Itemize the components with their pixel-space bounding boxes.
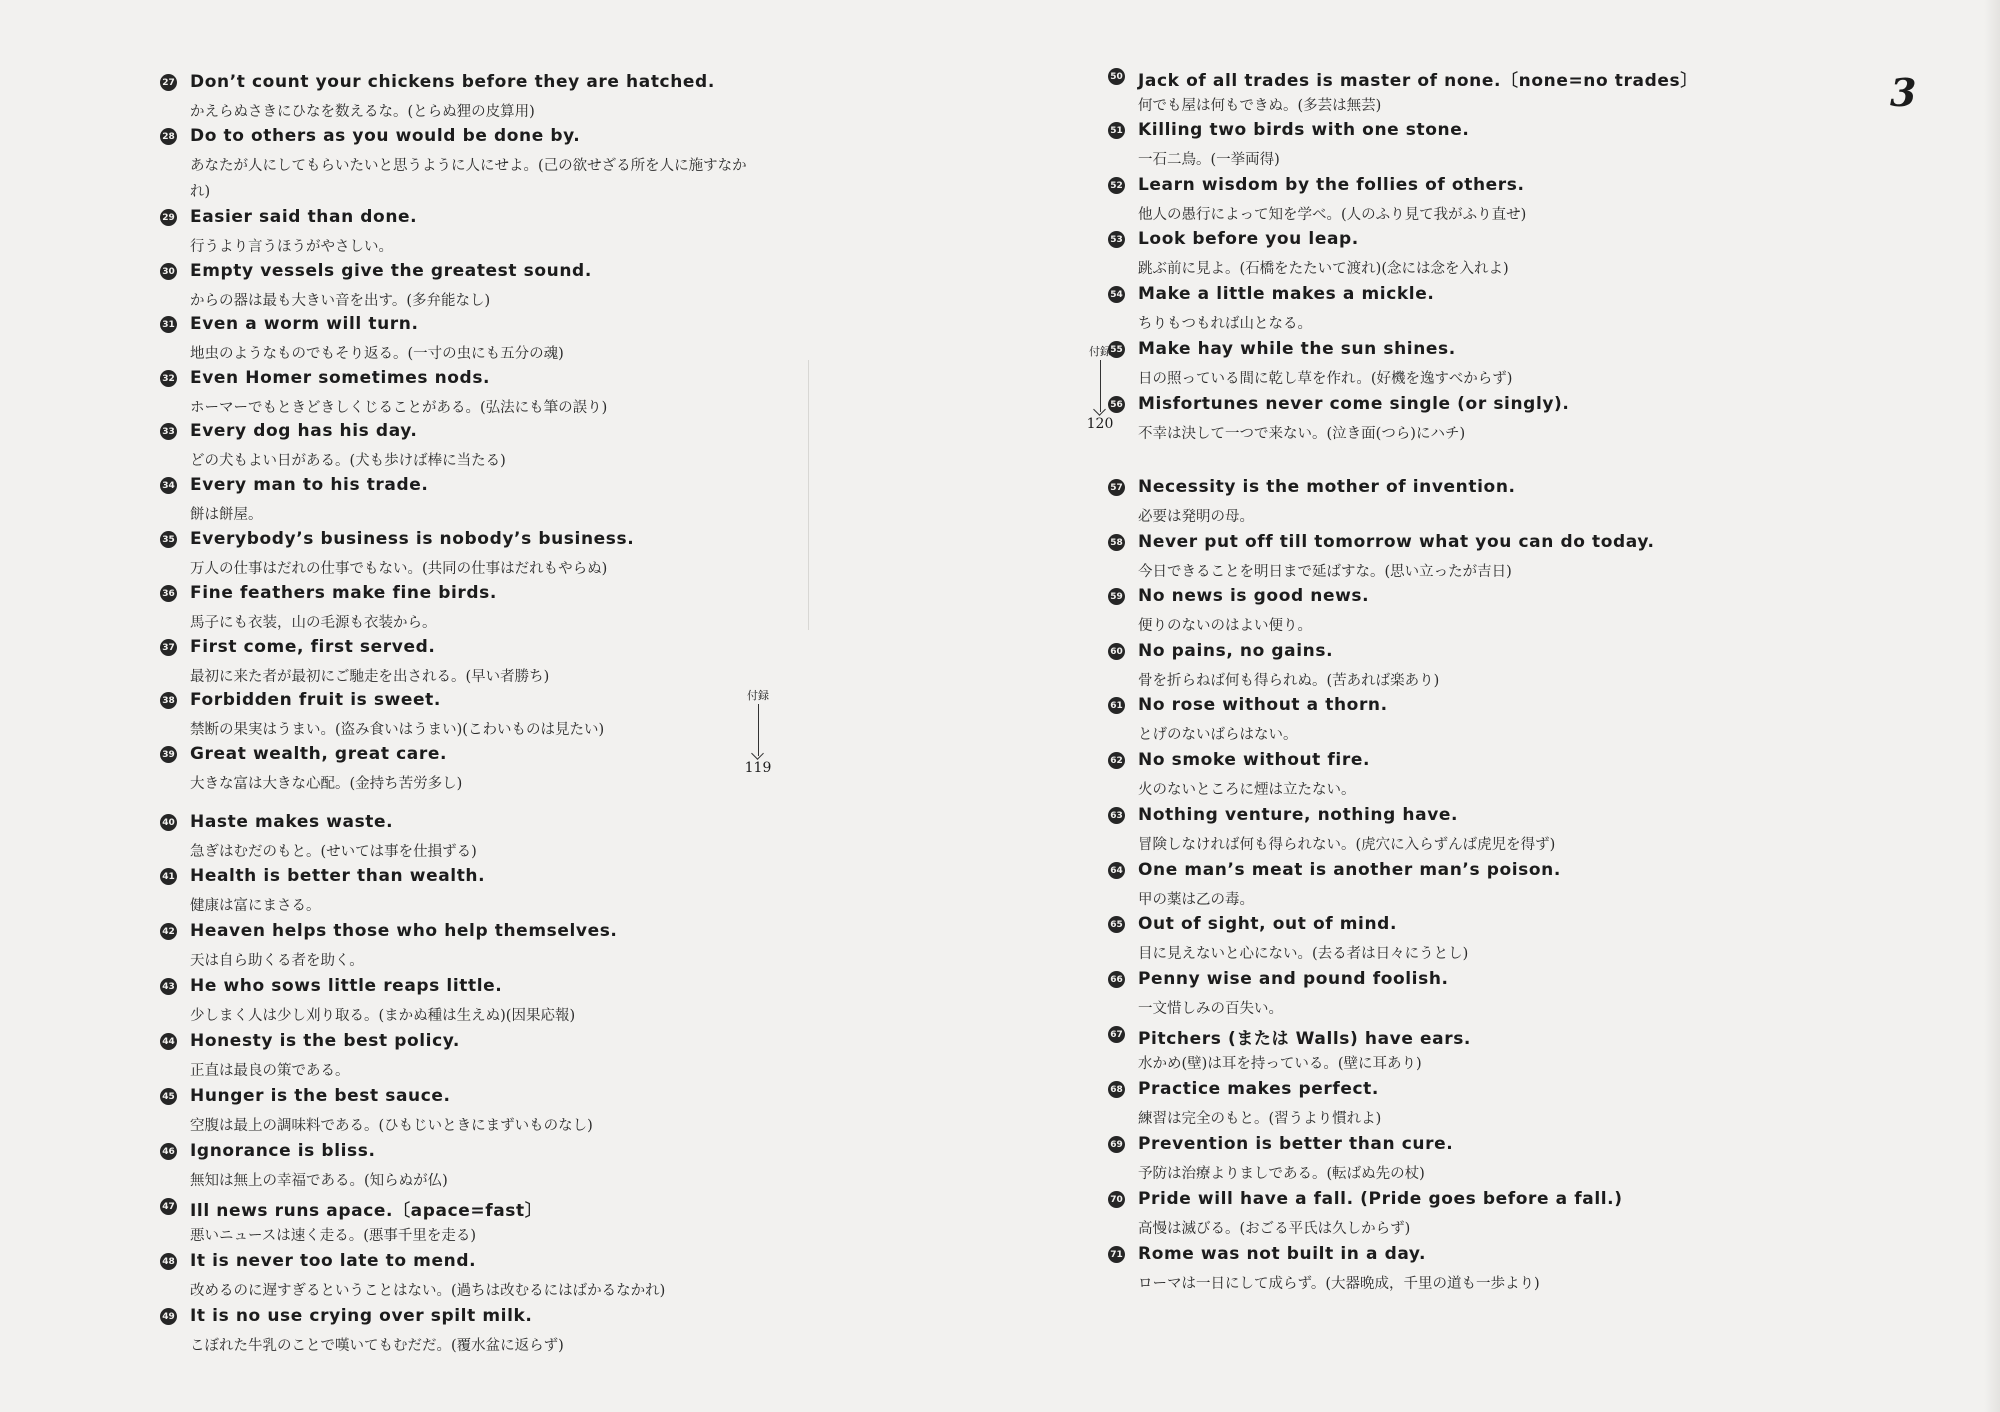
japanese-translation: 便りのないのはよい便り。 (1138, 618, 1312, 634)
entry-number-badge: 49 (160, 1308, 177, 1325)
japanese-translation: 行うより言うほうがやさしい。 (190, 239, 393, 255)
english-proverb: Learn wisdom by the follies of others. (1138, 175, 1525, 195)
english-proverb: Do to others as you would be done by. (190, 126, 581, 146)
english-proverb: Make hay while the sun shines. (1138, 339, 1456, 359)
english-proverb: Fine feathers make fine birds. (190, 583, 497, 603)
japanese-translation: 高慢は滅びる。(おごる平氏は久しからず) (1138, 1221, 1411, 1237)
entry-number-badge: 62 (1108, 752, 1125, 769)
english-proverb: Rome was not built in a day. (1138, 1244, 1427, 1264)
english-proverb: No smoke without fire. (1138, 750, 1371, 770)
page-edge-shadow (1984, 0, 2000, 1412)
japanese-translation: 練習は完全のもと。(習うより慣れよ) (1138, 1111, 1382, 1127)
japanese-translation: 餅は餅屋。 (190, 507, 263, 523)
english-proverb: Every dog has his day. (190, 421, 418, 441)
entry-number-badge: 36 (160, 585, 177, 602)
english-proverb: Jack of all trades is master of none.〔none=no trades〕 (1138, 71, 1698, 91)
marker-page-number: 120 (1086, 416, 1114, 432)
entry-number-badge: 67 (1108, 1026, 1125, 1043)
entry-number-badge: 34 (160, 477, 177, 494)
entry-number-badge: 42 (160, 923, 177, 940)
japanese-translation: どの犬もよい日がある。(犬も歩けば棒に当たる) (190, 453, 506, 469)
english-proverb: Pride will have a fall. (Pride goes before a fall.) (1138, 1189, 1623, 1209)
entry-number-badge: 58 (1108, 534, 1125, 551)
japanese-translation: ローマは一日にして成らず。(大器晩成，千里の道も一歩より) (1138, 1276, 1540, 1292)
japanese-translation: 日の照っている間に乾し草を作れ。(好機を逸すべからず) (1138, 371, 1513, 387)
japanese-translation: 必要は発明の母。 (1138, 509, 1254, 525)
down-arrow-icon (758, 704, 759, 756)
entry-number-badge: 50 (1108, 68, 1125, 85)
japanese-translation: 最初に来た者が最初にご馳走を出される。(早い者勝ち) (190, 669, 550, 685)
japanese-translation: 一石二鳥。(一挙両得) (1138, 152, 1280, 168)
japanese-translation: 予防は治療よりましである。(転ばぬ先の杖) (1138, 1166, 1425, 1182)
entry-number-badge: 71 (1108, 1246, 1125, 1263)
entry-number-badge: 35 (160, 531, 177, 548)
japanese-translation: 空腹は最上の調味料である。(ひもじいときにまずいものなし) (190, 1118, 593, 1134)
entry-number-badge: 29 (160, 209, 177, 226)
english-proverb: Don’t count your chickens before they are hatched. (190, 72, 715, 92)
english-proverb: Prevention is better than cure. (1138, 1134, 1454, 1154)
japanese-translation: 目に見えないと心にない。(去る者は日々にうとし) (1138, 946, 1469, 962)
english-proverb: Everybody’s business is nobody’s business. (190, 529, 635, 549)
english-proverb: Health is better than wealth. (190, 866, 486, 886)
japanese-translation: 無知は無上の幸福である。(知らぬが仏) (190, 1173, 448, 1189)
gutter-line (808, 360, 809, 630)
japanese-translation: あなたが人にしてもらいたいと思うように人にせよ。(己の欲せざる所を人に施すなかれ) (190, 158, 747, 200)
entry-number-badge: 63 (1108, 807, 1125, 824)
japanese-translation: 天は自ら助くる者を助く。 (190, 953, 364, 969)
english-proverb: Pitchers (または Walls) have ears. (1138, 1029, 1471, 1049)
japanese-translation: 何でも屋は何もできぬ。(多芸は無芸) (1138, 98, 1382, 114)
english-proverb: No news is good news. (1138, 586, 1370, 606)
english-proverb: Even Homer sometimes nods. (190, 368, 491, 388)
entry-number-badge: 48 (160, 1253, 177, 1270)
entry-number-badge: 45 (160, 1088, 177, 1105)
entry-number-badge: 55 (1108, 341, 1125, 358)
japanese-translation: 骨を折らねば何も得られぬ。(苦あれば楽あり) (1138, 673, 1440, 689)
english-proverb: Hunger is the best sauce. (190, 1086, 451, 1106)
english-proverb: Haste makes waste. (190, 812, 394, 832)
entry-number-badge: 64 (1108, 862, 1125, 879)
japanese-translation: 万人の仕事はだれの仕事でもない。(共同の仕事はだれもやらぬ) (190, 561, 608, 577)
entry-number-badge: 40 (160, 814, 177, 831)
japanese-translation: 健康は富にまさる。 (190, 898, 321, 914)
entry-number-badge: 38 (160, 692, 177, 709)
down-arrow-icon (1100, 360, 1101, 412)
entry-number-badge: 66 (1108, 971, 1125, 988)
entry-number-badge: 27 (160, 74, 177, 91)
entry-number-badge: 43 (160, 978, 177, 995)
english-proverb: Necessity is the mother of invention. (1138, 477, 1516, 497)
entry-number-badge: 37 (160, 639, 177, 656)
english-proverb: No pains, no gains. (1138, 641, 1334, 661)
english-proverb: Forbidden fruit is sweet. (190, 690, 441, 710)
entry-number-badge: 69 (1108, 1136, 1125, 1153)
entry-number-badge: 59 (1108, 588, 1125, 605)
english-proverb: It is no use crying over spilt milk. (190, 1306, 533, 1326)
marker-label: 付録 (1089, 345, 1111, 358)
english-proverb: He who sows little reaps little. (190, 976, 503, 996)
english-proverb: Great wealth, great care. (190, 744, 448, 764)
english-proverb: Never put off till tomorrow what you can do today. (1138, 532, 1655, 552)
english-proverb: Make a little makes a mickle. (1138, 284, 1435, 304)
entry-number-badge: 41 (160, 868, 177, 885)
japanese-translation: 禁断の果実はうまい。(盗み食いはうまい)(こわいものは見たい) (190, 722, 605, 738)
english-proverb: One man’s meat is another man’s poison. (1138, 860, 1561, 880)
english-proverb: First come, first served. (190, 637, 436, 657)
entry-number-badge: 33 (160, 423, 177, 440)
english-proverb: Nothing venture, nothing have. (1138, 805, 1459, 825)
marker-label: 付録 (747, 689, 769, 702)
entry-number-badge: 39 (160, 746, 177, 763)
entry-number-badge: 51 (1108, 122, 1125, 139)
entry-number-badge: 70 (1108, 1191, 1125, 1208)
entry-number-badge: 28 (160, 128, 177, 145)
entry-number-badge: 68 (1108, 1081, 1125, 1098)
entry-number-badge: 31 (160, 316, 177, 333)
japanese-translation: 一文惜しみの百失い。 (1138, 1001, 1283, 1017)
japanese-translation: かえらぬさきにひなを数えるな。(とらぬ狸の皮算用) (190, 104, 535, 120)
entry-number-badge: 56 (1108, 396, 1125, 413)
japanese-translation: こぼれた牛乳のことで嘆いてもむだだ。(覆水盆に返らず) (190, 1338, 564, 1354)
japanese-translation: 他人の愚行によって知を学べ。(人のふり見て我がふり直せ) (1138, 207, 1527, 223)
japanese-translation: からの器は最も大きい音を出す。(多弁能なし) (190, 293, 491, 309)
english-proverb: Ill news runs apace.〔apace=fast〕 (190, 1201, 543, 1221)
right-page (1000, 0, 2000, 1412)
japanese-translation: 悪いニュースは速く走る。(悪事千里を走る) (190, 1228, 477, 1244)
japanese-translation: とげのないばらはない。 (1138, 727, 1298, 743)
japanese-translation: 大きな富は大きな心配。(金持ち苦労多し) (190, 776, 463, 792)
japanese-translation: 正直は最良の策である。 (190, 1063, 350, 1079)
english-proverb: Even a worm will turn. (190, 314, 419, 334)
japanese-translation: ちりもつもれば山となる。 (1138, 316, 1312, 332)
left-appendix-marker (738, 690, 778, 776)
marker-page-number: 119 (744, 760, 772, 776)
japanese-translation: 不幸は決して一つで来ない。(泣き面(つら)にハチ) (1138, 426, 1466, 442)
english-proverb: Penny wise and pound foolish. (1138, 969, 1449, 989)
japanese-translation: 改めるのに遅すぎるということはない。(過ちは改むるにはばかるなかれ) (190, 1283, 666, 1299)
english-proverb: Empty vessels give the greatest sound. (190, 261, 592, 281)
japanese-translation: 冒険しなければ何も得られない。(虎穴に入らずんば虎児を得ず) (1138, 837, 1556, 853)
entry-number-badge: 65 (1108, 916, 1125, 933)
english-proverb: Killing two birds with one stone. (1138, 120, 1470, 140)
entry-number-badge: 32 (160, 370, 177, 387)
english-proverb: Honesty is the best policy. (190, 1031, 460, 1051)
english-proverb: Ignorance is bliss. (190, 1141, 376, 1161)
right-appendix-marker (1080, 346, 1120, 432)
japanese-translation: ホーマーでもときどきしくじることがある。(弘法にも筆の誤り) (190, 400, 608, 416)
entry-number-badge: 61 (1108, 697, 1125, 714)
entry-number-badge: 57 (1108, 479, 1125, 496)
japanese-translation: 馬子にも衣装，山の毛源も衣装から。 (190, 615, 437, 631)
english-proverb: Heaven helps those who help themselves. (190, 921, 618, 941)
english-proverb: Look before you leap. (1138, 229, 1359, 249)
english-proverb: No rose without a thorn. (1138, 695, 1388, 715)
english-proverb: It is never too late to mend. (190, 1251, 477, 1271)
entry-number-badge: 52 (1108, 177, 1125, 194)
japanese-translation: 甲の薬は乙の毒。 (1138, 892, 1254, 908)
entry-number-badge: 60 (1108, 643, 1125, 660)
entry-number-badge: 44 (160, 1033, 177, 1050)
entry-number-badge: 53 (1108, 231, 1125, 248)
page-number: 3 (1890, 70, 1917, 115)
english-proverb: Out of sight, out of mind. (1138, 914, 1398, 934)
entry-number-badge: 47 (160, 1198, 177, 1215)
entry-number-badge: 30 (160, 263, 177, 280)
english-proverb: Misfortunes never come single (or singly). (1138, 394, 1570, 414)
japanese-translation: 水かめ(壁)は耳を持っている。(壁に耳あり) (1138, 1056, 1422, 1072)
entry-number-badge: 46 (160, 1143, 177, 1160)
japanese-translation: 急ぎはむだのもと。(せいては事を仕損ずる) (190, 844, 477, 860)
entry-number-badge: 54 (1108, 286, 1125, 303)
japanese-translation: 少しまく人は少し刈り取る。(まかぬ種は生えぬ)(因果応報) (190, 1008, 576, 1024)
english-proverb: Practice makes perfect. (1138, 1079, 1379, 1099)
japanese-translation: 跳ぶ前に見よ。(石橋をたたいて渡れ)(念には念を入れよ) (1138, 261, 1509, 277)
japanese-translation: 今日できることを明日まで延ばすな。(思い立ったが吉日) (1138, 564, 1512, 580)
japanese-translation: 地虫のようなものでもそり返る。(一寸の虫にも五分の魂) (190, 346, 564, 362)
english-proverb: Every man to his trade. (190, 475, 429, 495)
japanese-translation: 火のないところに煙は立たない。 (1138, 782, 1356, 798)
english-proverb: Easier said than done. (190, 207, 418, 227)
